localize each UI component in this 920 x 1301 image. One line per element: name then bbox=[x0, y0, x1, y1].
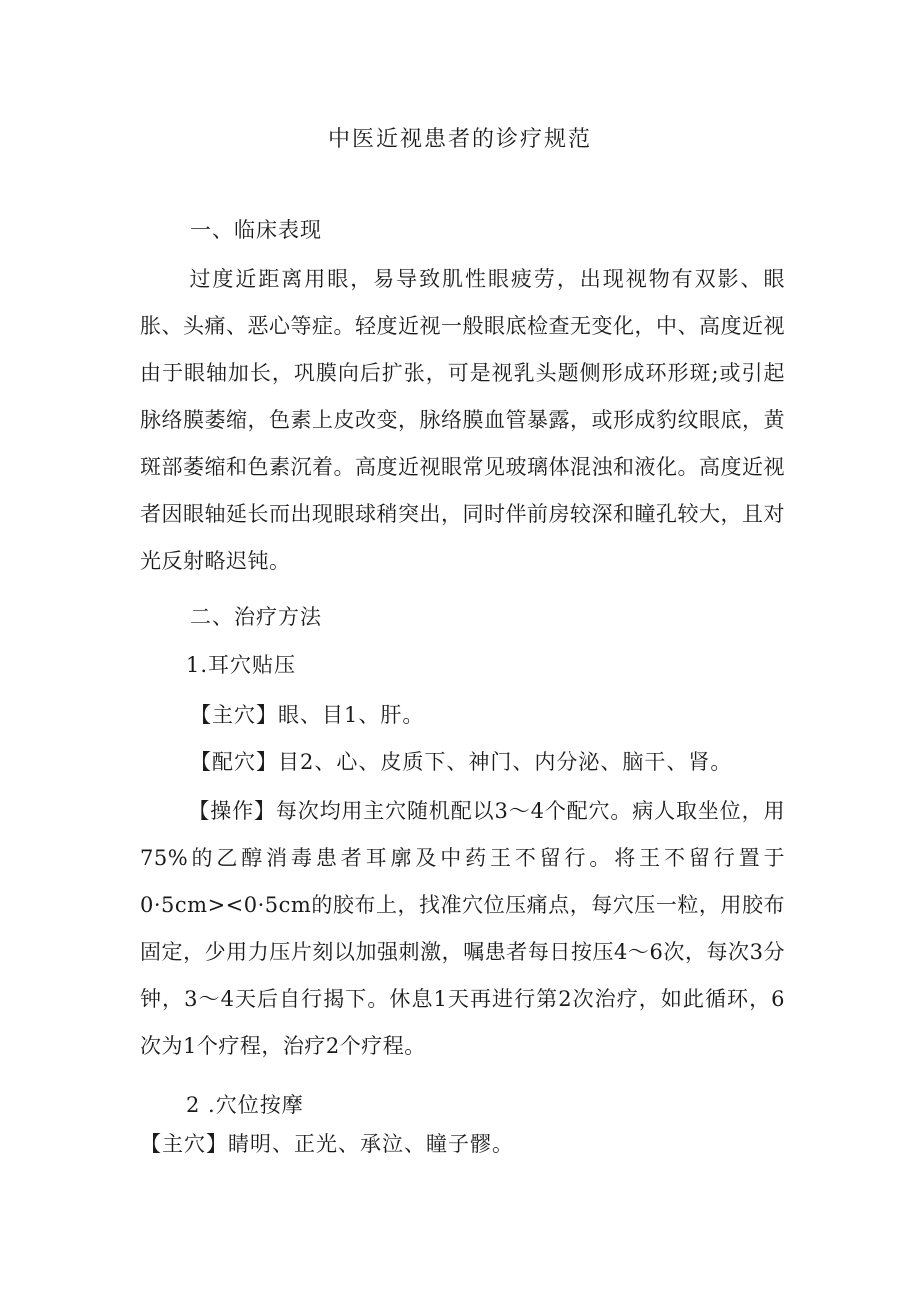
subheading-massage: 2 .穴位按摩 bbox=[186, 1093, 304, 1117]
paragraph-clinical bbox=[140, 256, 785, 585]
paragraph-operation bbox=[140, 788, 785, 1070]
section-heading-clinical: 一、临床表现 bbox=[190, 218, 322, 242]
paragraph-operation-text: 【操作】每次均用主穴随机配以3～4个配穴。病人取坐位，用75%的乙醇消毒患者耳廓及中药王不留行。将王不留行置于0·5cm><0·5cm的胶布上，找准穴位压痛点，每穴压一粒，用胶布固定，少用力压片刻以加强刺激，嘱患者每日按压4～6次，每次3分钟，3～4天后自行揭下。休息1天再进行第2次治疗，如此循环，6次为1个疗程，治疗2个疗程。 bbox=[140, 799, 785, 1058]
page-title: 中医近视患者的诊疗规范 bbox=[327, 127, 592, 152]
section-heading-treatment: 二、治疗方法 bbox=[190, 605, 322, 629]
main-points-massage: 【主穴】睛明、正光、承泣、瞳子髎。 bbox=[140, 1132, 514, 1156]
subheading-ear-acupoint: 1.耳穴贴压 bbox=[186, 653, 297, 677]
aux-points-ear: 【配穴】目2、心、皮质下、神门、内分泌、脑干、肾。 bbox=[190, 750, 733, 774]
main-points-ear: 【主穴】眼、目1、肝。 bbox=[190, 703, 425, 727]
paragraph-clinical-text: 过度近距离用眼，易导致肌性眼疲劳，出现视物有双影、眼胀、头痛、恶心等症。轻度近视一般眼底检查无变化，中、高度近视由于眼轴加长，巩膜向后扩张，可是视乳头题侧形成环形斑;或引起脉络膜萎缩，色素上皮改变，脉络膜血管暴露，或形成豹纹眼底，黄斑部萎缩和色素沉着。高度近视眼常见玻璃体混浊和液化。高度近视者因眼轴延长而出现眼球稍突出，同时伴前房较深和瞳孔较大，且对光反射略迟钝。 bbox=[140, 267, 785, 573]
